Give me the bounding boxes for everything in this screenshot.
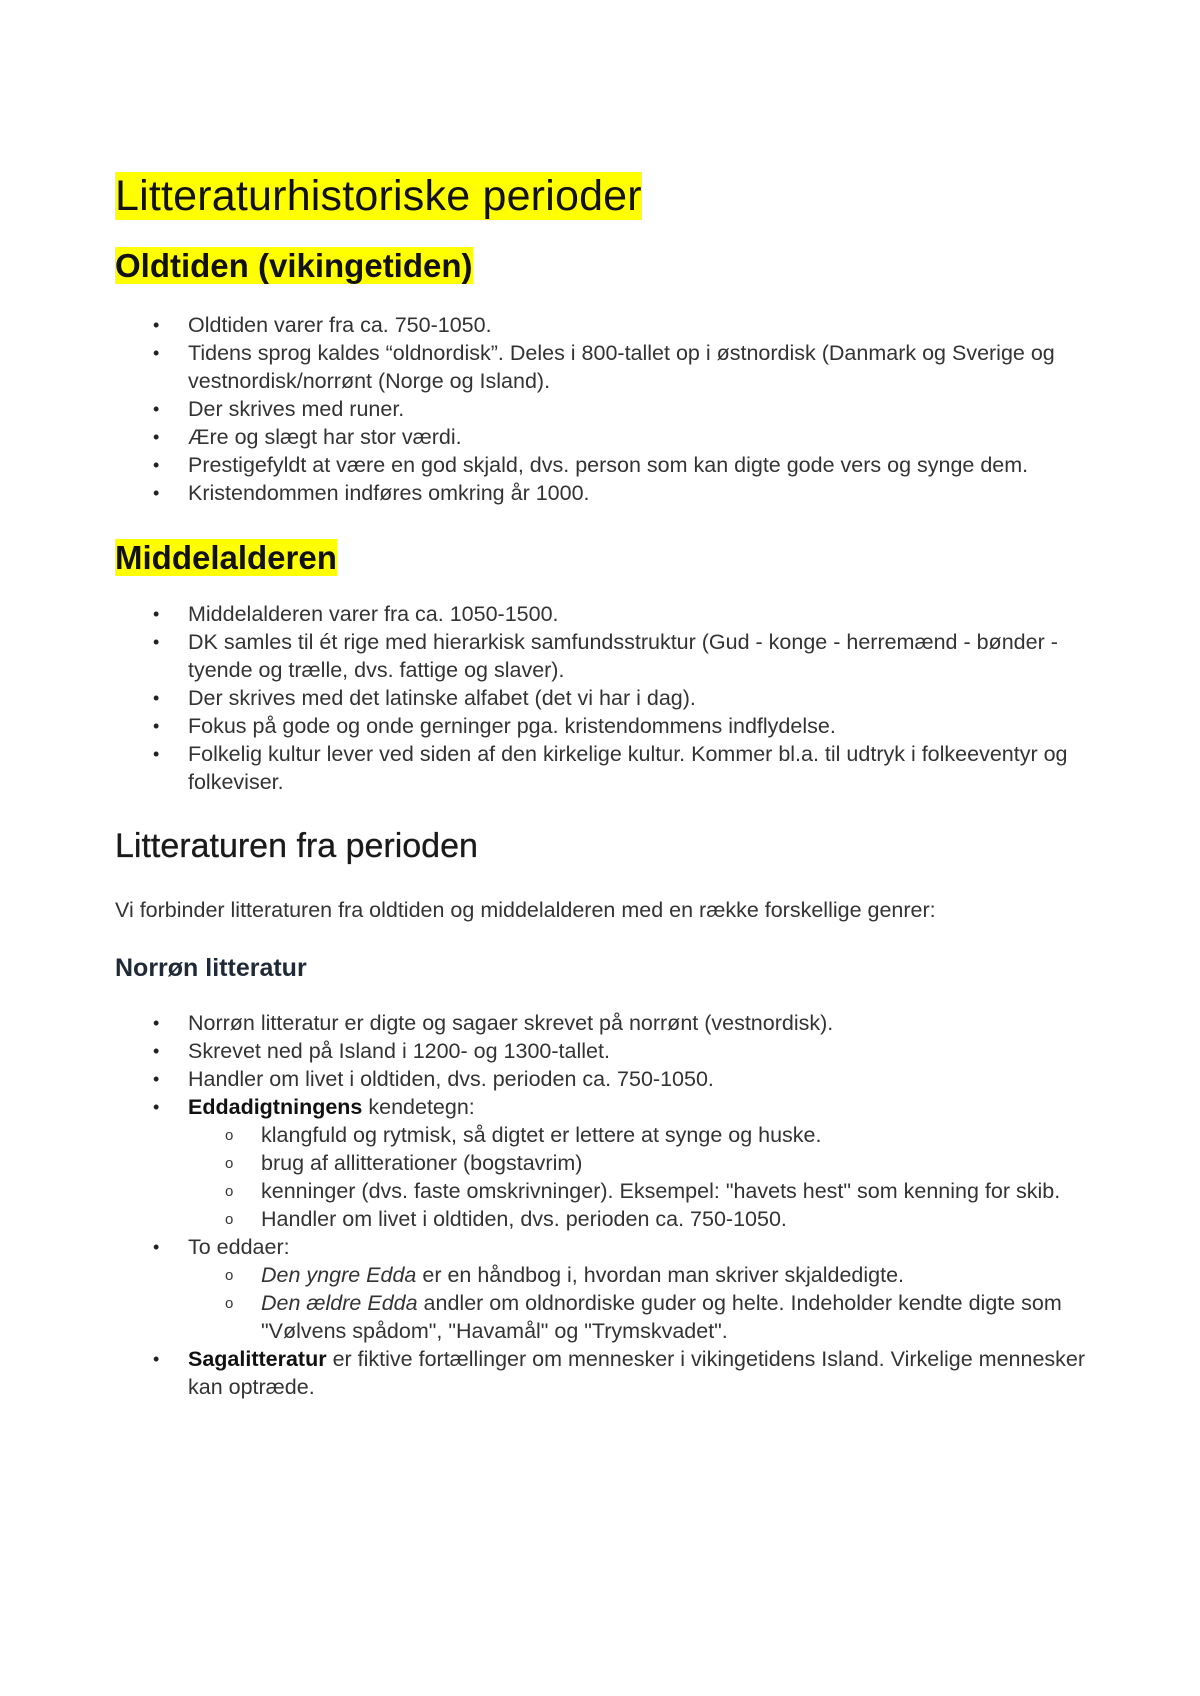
circle-bullet-icon: o [225,1127,234,1144]
bullet-icon: • [153,483,160,503]
sublist-edda [115,1121,1095,1233]
list-item [115,600,1095,628]
list-item-text: Norrøn litteratur er digte og sagaer skrevet på norrønt (vestnordisk). [188,1011,834,1035]
bullet-icon: • [153,688,160,708]
list-item [115,1009,1095,1037]
list-item-text: Prestigefyldt at være en god skjald, dvs. person som kan digte gode vers og synge dem. [188,453,1029,477]
list-item-text: Folkelig kultur lever ved siden af den kirkelige kultur. Kommer bl.a. til udtryk i folkeeventyr og folkeviser. [188,742,1068,794]
list-item-text: Fokus på gode og onde gerninger pga. kristendommens indflydelse. [188,714,836,738]
list-item-text: Oldtiden varer fra ca. 750-1050. [188,313,492,337]
list-item-edda [115,1093,1095,1233]
bullet-icon: • [153,1097,160,1117]
edda-rest-text: kendetegn: [362,1095,475,1119]
bullet-icon: • [153,1349,160,1369]
list-item-text: Der skrives med runer. [188,397,405,421]
circle-bullet-icon: o [225,1267,234,1284]
list-item-text: Der skrives med det latinske alfabet (det vi har i dag). [188,686,696,710]
list-item-to-eddaer [115,1233,1095,1345]
document-title [115,170,1095,222]
list-item [115,740,1095,796]
list-item [115,395,1095,423]
edda-bold-term: Eddadigtningens [188,1095,363,1119]
heading-litteraturen: Litteraturen fra perioden [115,827,478,865]
bullet-icon: • [153,315,160,335]
bullet-icon: • [153,1041,160,1061]
bullet-icon: • [153,744,160,764]
circle-bullet-icon: o [225,1155,234,1172]
sublist-item-text: Handler om livet i oldtiden, dvs. perioden ca. 750-1050. [261,1207,787,1231]
document-content [115,170,1095,1401]
sublist-item [115,1261,1095,1289]
saga-rest-text: er fiktive fortællinger om mennesker i vikingetidens Island. Virkelige mennesker kan optræde. [188,1347,1086,1399]
document-title-text: Litteraturhistoriske perioder [115,172,642,220]
sublist-item [115,1177,1095,1205]
sublist-item [115,1149,1095,1177]
list-item [115,451,1095,479]
list-item [115,311,1095,339]
sublist-item-text: andler om oldnordiske guder og helte. Indeholder kendte digte som "Vølvens spådom", "Havamål" og "Trymskvadet". [261,1291,1062,1343]
bullet-icon: • [153,427,160,447]
list-middelalderen [115,600,1095,796]
bullet-icon: • [153,604,160,624]
saga-bold-term: Sagalitteratur [188,1347,327,1371]
circle-bullet-icon: o [225,1183,234,1200]
list-norron [115,1009,1095,1401]
sublist-item-text: klangfuld og rytmisk, så digtet er lettere at synge og huske. [261,1123,822,1147]
bullet-icon: • [153,343,160,363]
list-item [115,339,1095,395]
sublist-eddaer [115,1261,1095,1345]
list-item-text: Ære og slægt har stor værdi. [188,425,462,449]
sublist-item-text: brug af allitterationer (bogstavrim) [261,1151,583,1175]
list-item-text: Handler om livet i oldtiden, dvs. perioden ca. 750-1050. [188,1067,714,1091]
bullet-icon: • [153,455,160,475]
heading-middelalderen [115,538,1095,578]
bullet-icon: • [153,1237,160,1257]
yngre-edda-title: Den yngre Edda [261,1263,417,1287]
heading-oldtiden [115,246,1095,286]
sublist-item [115,1205,1095,1233]
bullet-icon: • [153,632,160,652]
bullet-icon: • [153,399,160,419]
bullet-icon: • [153,1069,160,1089]
list-item-text: Middelalderen varer fra ca. 1050-1500. [188,602,559,626]
list-item-text: DK samles til ét rige med hierarkisk samfundsstruktur (Gud - konge - herremænd - bønder - tyende og trælle, dvs. fattige og slaver). [188,630,1058,682]
list-item [115,1037,1095,1065]
intro-paragraph: Vi forbinder litteraturen fra oldtiden og middelalderen med en række forskellige genrer: [115,898,936,922]
list-item [115,1065,1095,1093]
list-item-saga [115,1345,1095,1401]
list-item [115,628,1095,684]
list-item-text: Skrevet ned på Island i 1200- og 1300-tallet. [188,1039,610,1063]
sublist-item-text: er en håndbog i, hvordan man skriver skjaldedigte. [416,1263,905,1287]
heading-oldtiden-text: Oldtiden (vikingetiden) [115,247,473,284]
list-item-text: Tidens sprog kaldes “oldnordisk”. Deles i 800-tallet op i østnordisk (Danmark og Sverige og vestnordisk/norrønt (Norge og Island). [188,341,1055,393]
heading-norron: Norrøn litteratur [115,954,307,982]
heading-middelalderen-text: Middelalderen [115,539,337,576]
aeldre-edda-title: Den ældre Edda [261,1291,418,1315]
sublist-item-text: kenninger (dvs. faste omskrivninger). Eksempel: "havets hest" som kenning for skib. [261,1179,1061,1203]
circle-bullet-icon: o [225,1211,234,1228]
bullet-icon: • [153,1013,160,1033]
to-eddaer-label: To eddaer: [188,1235,290,1259]
list-item [115,684,1095,712]
list-item [115,479,1095,507]
list-oldtiden [115,311,1095,507]
list-item [115,712,1095,740]
circle-bullet-icon: o [225,1295,234,1312]
list-item [115,423,1095,451]
bullet-icon: • [153,716,160,736]
sublist-item [115,1289,1095,1345]
list-item-text: Kristendommen indføres omkring år 1000. [188,481,590,505]
sublist-item [115,1121,1095,1149]
